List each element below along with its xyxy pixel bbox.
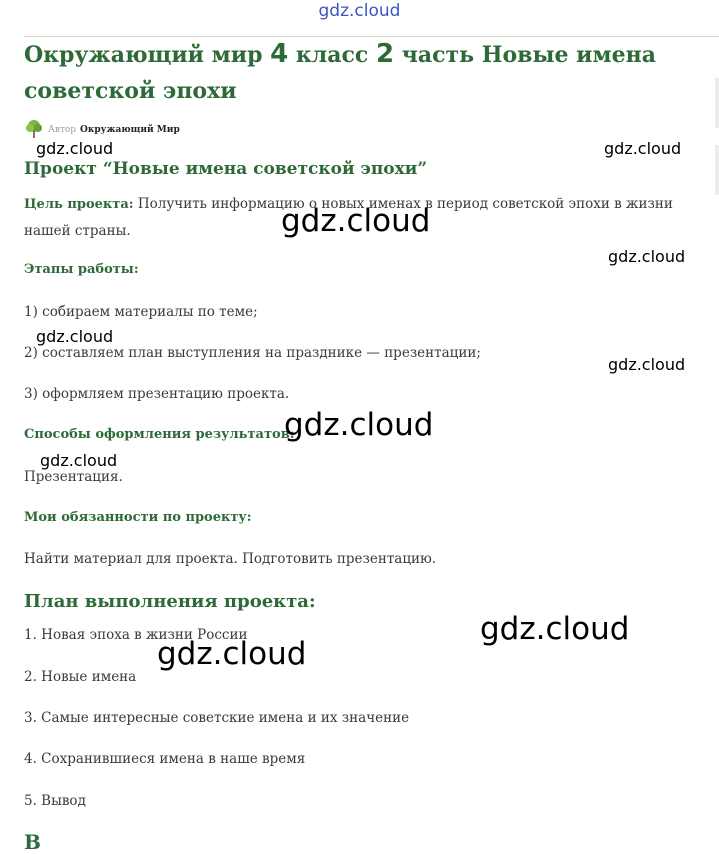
watermark: gdz.cloud [608,355,686,374]
stage-item: 2) составляем план выступления на празднике — презентации; [24,345,481,361]
goal-text: Получить информацию о новых именах в период советской эпохи в жизни нашей страны. [24,196,673,239]
title-part: часть Новые имена советской эпохи [24,42,656,104]
watermark: gdz.cloud [480,611,630,647]
duties-text: Найти материал для проекта. Подготовить презентацию. [24,551,437,567]
goal-label: Цель проекта: [24,197,134,212]
stage-item: 1) собираем материалы по теме; [24,304,258,320]
title-part-number: 2 [375,39,395,69]
plan-item: 2. Новые имена [24,669,137,685]
next-heading-cutoff: В [24,830,41,854]
duties-label: Мои обязанности по проекту: [24,510,252,525]
watermark: gdz.cloud [40,451,118,470]
methods-label: Способы оформления результатов: [24,427,295,442]
plan-heading: План выполнения проекта: [24,591,316,612]
watermark: gdz.cloud [36,139,114,158]
stages-label: Этапы работы: [24,262,139,277]
plan-item: 4. Сохранившиеся имена в наше время [24,751,306,767]
plan-item: 5. Вывод [24,793,86,809]
side-widget [715,78,719,128]
watermark: gdz.cloud [604,139,682,158]
author-label: Автор [48,125,77,135]
side-widget [715,145,719,195]
title-part: Окружающий мир [24,42,271,68]
stage-item: 3) оформляем презентацию проекта. [24,386,290,402]
title-part: класс [288,42,376,68]
site-logo[interactable]: gdz.cloud [318,1,401,21]
plan-item: 1. Новая эпоха в жизни России [24,627,248,643]
author-name[interactable]: Окружающий Мир [80,125,180,135]
watermark: gdz.cloud [608,247,686,266]
page-title [24,36,664,109]
project-heading: Проект “Новые имена советской эпохи” [24,159,428,179]
watermark: gdz.cloud [281,203,431,239]
watermark: gdz.cloud [284,407,434,443]
author-row [24,120,180,140]
title-grade: 4 [270,39,289,69]
watermark: gdz.cloud [36,327,114,346]
watermark: gdz.cloud [157,636,307,672]
plan-item: 3. Самые интересные советские имена и их значение [24,710,410,726]
methods-text: Презентация. [24,469,123,485]
